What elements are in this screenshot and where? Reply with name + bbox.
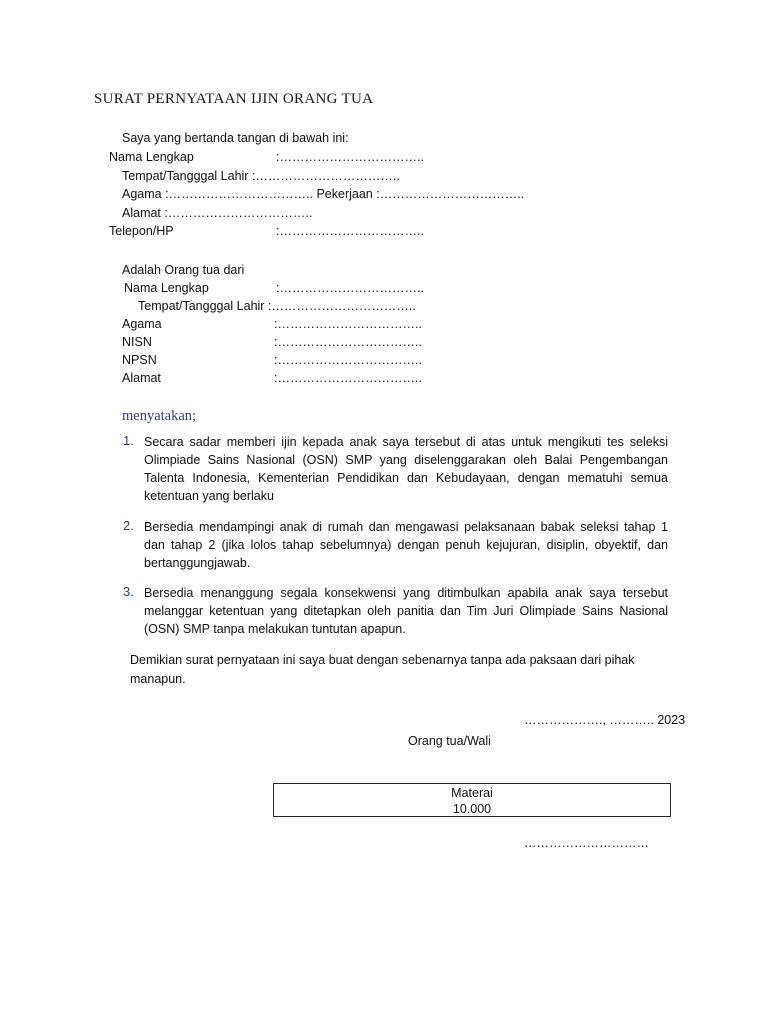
child-address-label: Alamat	[122, 371, 161, 385]
child-religion-field: :……………………………..	[274, 317, 422, 331]
materai-value: 10.000	[452, 802, 492, 816]
signer-role: Orang tua/Wali	[408, 734, 491, 748]
intro-text: Saya yang bertanda tangan di bawah ini:	[122, 131, 349, 145]
list-number: 1.	[123, 433, 134, 448]
parent-birth-field: Tempat/Tangggal Lahir :……………………………..	[122, 169, 400, 183]
list-text: Secara sadar memberi ijin kepada anak saya tersebut di atas untuk mengikuti tes seleksi Olimpiade Sains Nasional (OSN) SMP yang diselenggarakan oleh Balai Pengembangan Talenta Indonesia, Kementerian Pendidikan dan Kebudayaan, dengan mematuhi semua ketentuan yang berlaku	[144, 435, 668, 503]
parent-religion-occupation-field: Agama :…………………………….. Pekerjaan :……………………………..	[122, 187, 525, 201]
child-nisn-label: NISN	[122, 335, 152, 349]
statement-intro: menyatakan;	[122, 408, 197, 424]
parent-name-label: Nama Lengkap	[109, 150, 194, 164]
child-name-field: :……………………………..	[276, 281, 424, 295]
materai-label: Materai	[451, 786, 493, 800]
child-npsn-label: NPSN	[122, 353, 157, 367]
signature-line: …………………………	[524, 836, 649, 850]
child-nisn-field: :……………………………..	[274, 335, 422, 349]
child-heading: Adalah Orang tua dari	[122, 263, 245, 277]
child-address-field: :……………………………..	[274, 371, 422, 385]
document-title: SURAT PERNYATAAN IJIN ORANG TUA	[94, 91, 374, 107]
list-number: 2.	[123, 518, 134, 533]
child-religion-label: Agama	[122, 317, 162, 331]
list-text: Bersedia menanggung segala konsekwensi yang ditimbulkan apabila anak saya tersebut melanggar ketentuan yang ditetapkan oleh panitia dan Tim Juri Olimpiade Sains Nasional (OSN) SMP tanpa melakukan tuntutan apapun.	[144, 586, 668, 636]
parent-name-field: :……………………………..	[276, 150, 424, 164]
child-birth-field: Tempat/Tangggal Lahir :……………………………..	[138, 299, 416, 313]
list-number: 3.	[123, 584, 134, 599]
list-text: Bersedia mendampingi anak di rumah dan mengawasi pelaksanaan babak seleksi tahap 1 dan tahap 2 (jika lolos tahap sebelumnya) dengan penuh kejujuran, disiplin, obyektif, dan bertanggungjawab.	[144, 520, 668, 570]
closing-paragraph: Demikian surat pernyataan ini saya buat dengan sebenarnya tanpa ada paksaan dari pihak manapun.	[130, 653, 635, 686]
materai-stamp-box	[273, 783, 671, 817]
parent-phone-field: :……………………………..	[276, 224, 424, 238]
child-npsn-field: :……………………………..	[274, 353, 422, 367]
child-name-label: Nama Lengkap	[124, 281, 209, 295]
parent-phone-label: Telepon/HP	[109, 224, 174, 238]
parent-address-field: Alamat :……………………………..	[122, 206, 313, 220]
date-line: ………………., ……….. 2023	[524, 713, 686, 727]
